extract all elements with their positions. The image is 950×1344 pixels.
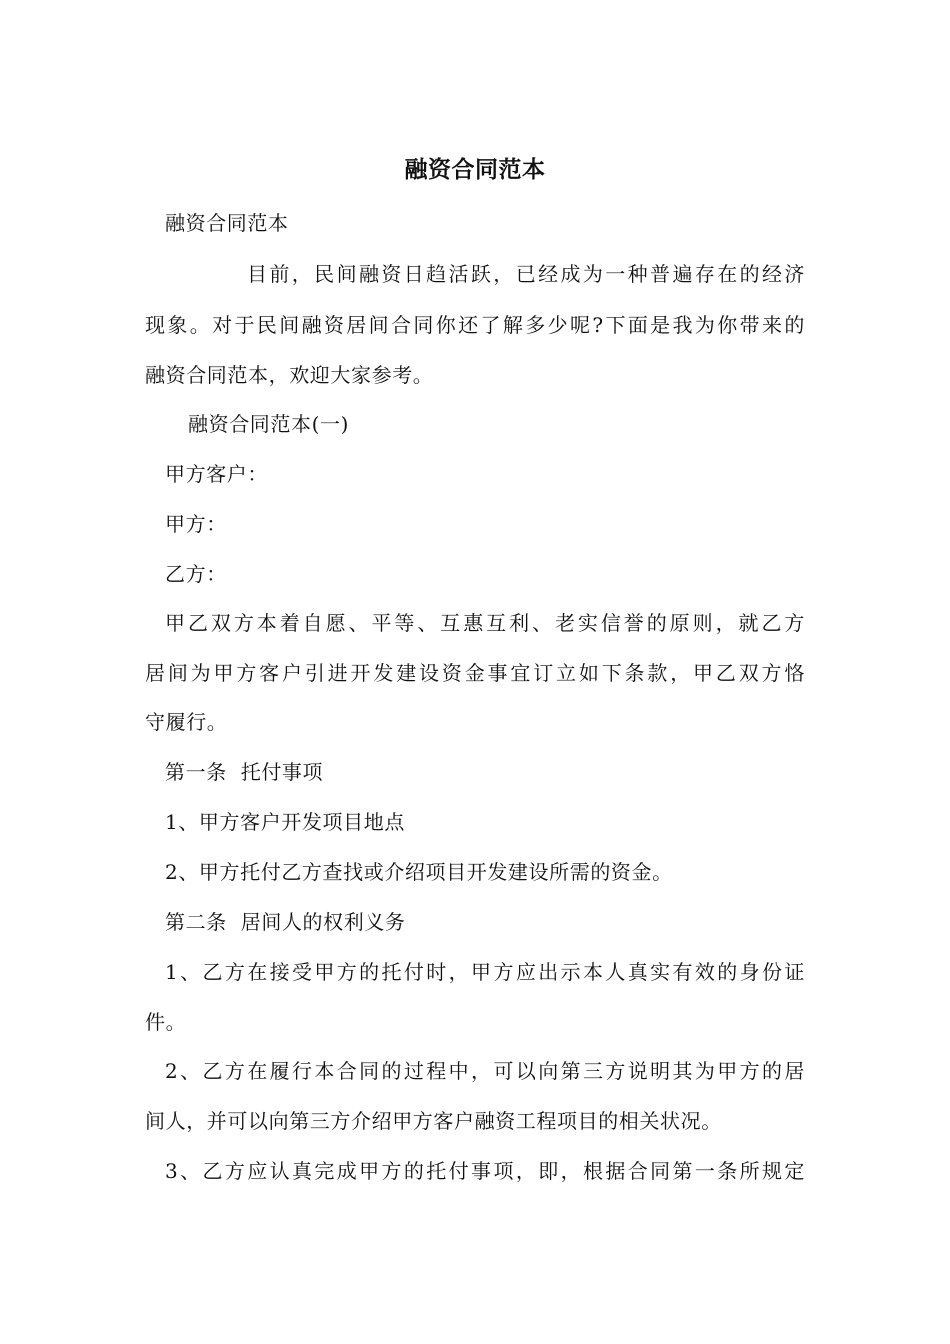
party-a-line: 甲方： [165, 512, 227, 536]
preamble-line-3: 守履行。 [145, 710, 228, 734]
article-2-item-3-line-1: 3、乙方应认真完成甲方的托付事项，即，根据合同第一条所规定 [165, 1159, 805, 1183]
intro-line-2: 现象。对于民间融资居间合同你还了解多少呢?下面是我为你带来的 [145, 313, 805, 337]
subtitle-line: 融资合同范本 [165, 211, 289, 235]
preamble-line-2: 居间为甲方客户引进开发建设资金事宜订立如下条款，甲乙双方恪 [145, 661, 805, 685]
document-title: 融资合同范本 [404, 157, 546, 183]
party-client-line: 甲方客户： [165, 462, 268, 486]
article-2-item-1-line-1: 1、乙方在接受甲方的托付时，甲方应出示本人真实有效的身份证 [165, 960, 805, 984]
preamble-line-1: 甲乙双方本着自愿、平等、互惠互利、老实信誉的原则，就乙方 [165, 611, 805, 635]
party-b-line: 乙方： [165, 562, 227, 586]
section-heading: 融资合同范本(一) [188, 412, 350, 436]
article-2-item-1-line-2: 件。 [145, 1010, 187, 1034]
article-2-heading: 第二条 居间人的权利义务 [165, 910, 406, 934]
article-2-item-2-line-1: 2、乙方在履行本合同的过程中，可以向第三方说明其为甲方的居 [165, 1059, 805, 1083]
intro-line-1: 目前，民间融资日趋活跃，已经成为一种普遍存在的经济 [247, 262, 805, 286]
article-1-heading: 第一条 托付事项 [165, 760, 324, 784]
article-1-item-1: 1、甲方客户开发项目地点 [165, 810, 405, 834]
article-1-item-2: 2、甲方托付乙方查找或介绍项目开发建设所需的资金。 [165, 860, 673, 884]
article-2-item-2-line-2: 间人，并可以向第三方介绍甲方客户融资工程项目的相关状况。 [145, 1109, 722, 1133]
intro-line-3: 融资合同范本，欢迎大家参考。 [145, 363, 434, 387]
